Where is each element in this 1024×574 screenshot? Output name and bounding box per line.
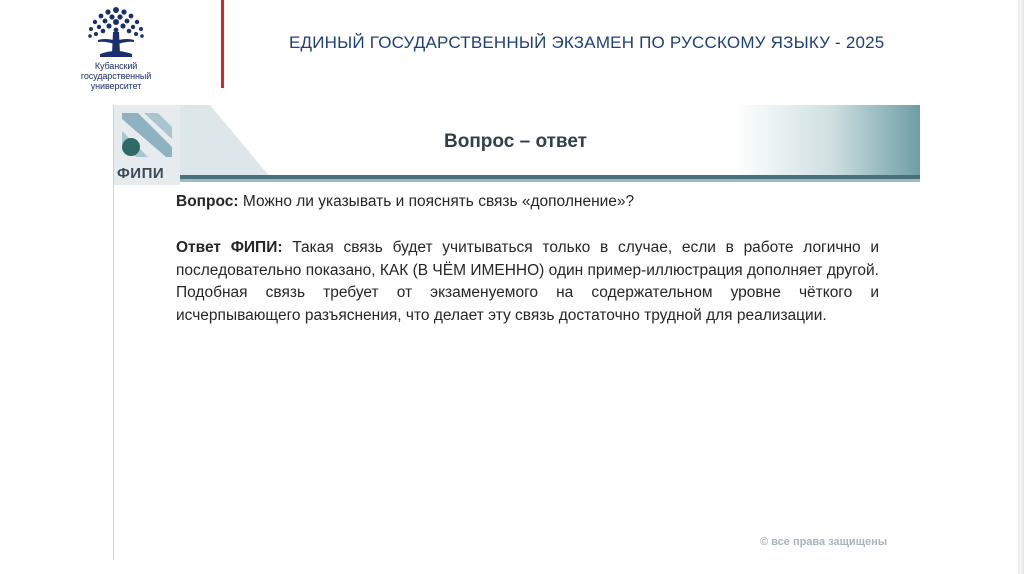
- fipi-logo: [114, 105, 180, 185]
- question-paragraph: [176, 191, 886, 213]
- university-logo: [68, 4, 164, 96]
- university-name-line: государственный: [80, 71, 152, 81]
- university-name: [68, 61, 164, 91]
- university-name-line: университет: [90, 81, 142, 91]
- fipi-logo-text: ФИПИ: [117, 165, 165, 182]
- tree-logo-icon: [84, 4, 148, 60]
- banner-wedge-shape: [180, 105, 270, 177]
- question-label: Вопрос:: [176, 193, 239, 210]
- slide-heading: Вопрос – ответ: [444, 131, 587, 152]
- answer-text: Такая связь будет учитываться только в случае, если в работе логично и последовательно показано, КАК (В ЧЁМ ИМЕННО) один пример-иллюстрация дополняет другой. Подобная связь требует от экзаменуемого на содержательном уровне чёткого и исчерпывающего разъяснения, что делает эту связь достаточно трудной для реализации.: [176, 239, 879, 324]
- question-text: Можно ли указывать и пояснять связь «дополнение»?: [238, 193, 635, 210]
- banner-underline-light: [114, 179, 920, 182]
- answer-label: Ответ ФИПИ:: [176, 239, 283, 256]
- copyright-notice: © все права защищены: [760, 536, 888, 548]
- header-divider: [221, 0, 224, 88]
- answer-paragraph: [176, 237, 879, 327]
- fipi-emblem-icon: [114, 105, 180, 163]
- slide-content: [113, 105, 920, 560]
- page-title: ЕДИНЫЙ ГОСУДАРСТВЕННЫЙ ЭКЗАМЕН ПО РУССКОМУ ЯЗЫКУ - 2025: [289, 33, 885, 52]
- slide-edge-shadow: [1018, 0, 1024, 574]
- university-name-line: Кубанский: [94, 61, 138, 71]
